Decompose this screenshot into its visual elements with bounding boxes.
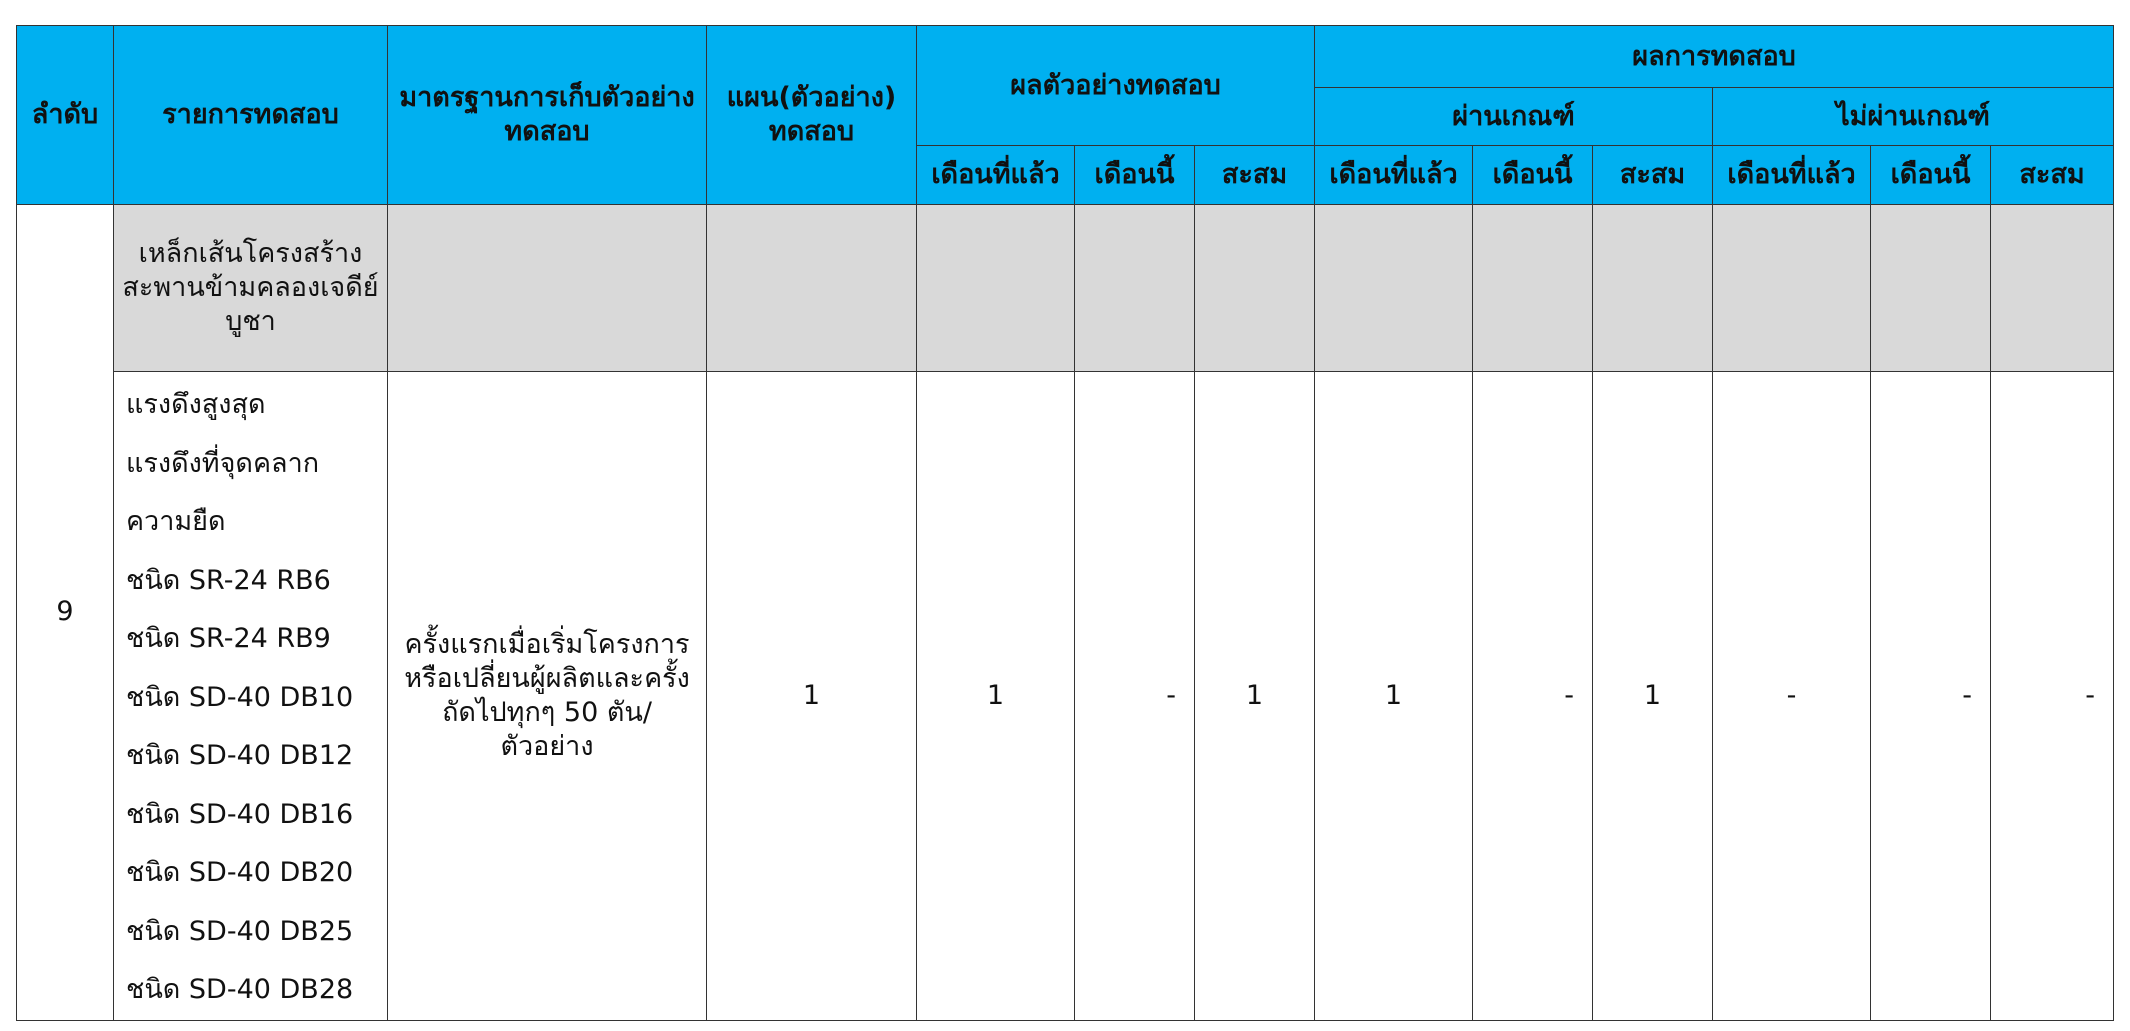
list-item: ชนิด SD-40 DB25 (126, 915, 354, 947)
header-seq: ลำดับ (17, 26, 114, 205)
list-item: ชนิด SD-40 DB12 (126, 740, 354, 771)
standard-line: ถัดไปทุกๆ 50 ตัน/ (442, 696, 652, 728)
fail-prev-month-value: - (1713, 372, 1871, 1021)
test-items-cell (114, 372, 388, 1021)
group-empty-cell (1713, 205, 1871, 372)
header-fail-this-month: เดือนนี้ (1871, 146, 1991, 205)
group-title-line: สะพานข้ามคลองเจดีย์ (122, 272, 379, 304)
pass-cumulative-value: 1 (1593, 372, 1713, 1021)
header-test-results: ผลการทดสอบ (1315, 26, 2114, 88)
header-fail-prev-month: เดือนที่แล้ว (1713, 146, 1871, 205)
standard-line: หรือเปลี่ยนผู้ผลิตและครั้ง (404, 663, 690, 694)
plan-value: 1 (707, 372, 917, 1021)
list-item: ชนิด SD-40 DB20 (126, 857, 354, 888)
fail-this-month-value: - (1871, 372, 1991, 1021)
group-row (17, 205, 2114, 372)
group-empty-cell (1195, 205, 1315, 372)
header-pass: ผ่านเกณฑ์ (1315, 88, 1713, 146)
header-standard-line: มาตรฐานการเก็บตัวอย่าง (399, 82, 695, 114)
samples-cumulative-value: 1 (1195, 372, 1315, 1021)
list-item: ชนิด SD-40 DB16 (126, 798, 354, 830)
header-plan-line: แผน(ตัวอย่าง) (726, 82, 897, 114)
samples-prev-month-value: 1 (917, 372, 1075, 1021)
header-samples-prev-month: เดือนที่แล้ว (917, 146, 1075, 205)
group-empty-cell (1593, 205, 1713, 372)
standard-line: ตัวอย่าง (500, 730, 594, 762)
pass-this-month-value: - (1473, 372, 1593, 1021)
group-title-line: บูชา (225, 305, 276, 337)
table-row (17, 372, 2114, 1021)
group-title-line: เหล็กเส้นโครงสร้าง (138, 238, 363, 270)
standard-cell (388, 372, 707, 1021)
header-samples-this-month: เดือนนี้ (1075, 146, 1195, 205)
header-test-item: รายการทดสอบ (114, 26, 388, 205)
list-item: ชนิด SD-40 DB28 (126, 974, 354, 1005)
list-item: แรงดึงที่จุดคลาก (126, 447, 320, 479)
standard-line: ครั้งแรกเมื่อเริ่มโครงการ (404, 629, 690, 661)
fail-cumulative-value: - (1991, 372, 2114, 1021)
header-pass-prev-month: เดือนที่แล้ว (1315, 146, 1473, 205)
list-item: ชนิด SR-24 RB6 (126, 564, 331, 596)
pass-prev-month-value: 1 (1315, 372, 1473, 1021)
group-empty-cell (1075, 205, 1195, 372)
header-standard-line: ทดสอบ (504, 116, 590, 147)
row-seq: 9 (17, 205, 114, 1021)
samples-this-month-value: - (1075, 372, 1195, 1021)
group-empty-cell (1315, 205, 1473, 372)
header-plan (707, 26, 917, 205)
group-empty-cell (917, 205, 1075, 372)
group-empty-cell (1871, 205, 1991, 372)
group-empty-cell (707, 205, 917, 372)
test-items-list (126, 376, 387, 1020)
header-standard (388, 26, 707, 205)
group-empty-cell (1473, 205, 1593, 372)
group-title (114, 205, 388, 372)
list-item: ชนิด SR-24 RB9 (126, 623, 331, 654)
header-plan-line: ทดสอบ (768, 116, 855, 147)
header-sample-results: ผลตัวอย่างทดสอบ (917, 26, 1315, 146)
header-pass-this-month: เดือนนี้ (1473, 146, 1593, 205)
group-empty-cell (1991, 205, 2114, 372)
header-pass-cumulative: สะสม (1593, 146, 1713, 205)
header-fail: ไม่ผ่านเกณฑ์ (1713, 88, 2114, 146)
group-empty-cell (388, 205, 707, 372)
list-item: แรงดึงสูงสุด (126, 389, 266, 420)
test-results-table (16, 25, 2114, 1021)
list-item: ความยืด (126, 506, 226, 537)
header-fail-cumulative: สะสม (1991, 146, 2114, 205)
list-item: ชนิด SD-40 DB10 (126, 681, 354, 713)
header-samples-cumulative: สะสม (1195, 146, 1315, 205)
